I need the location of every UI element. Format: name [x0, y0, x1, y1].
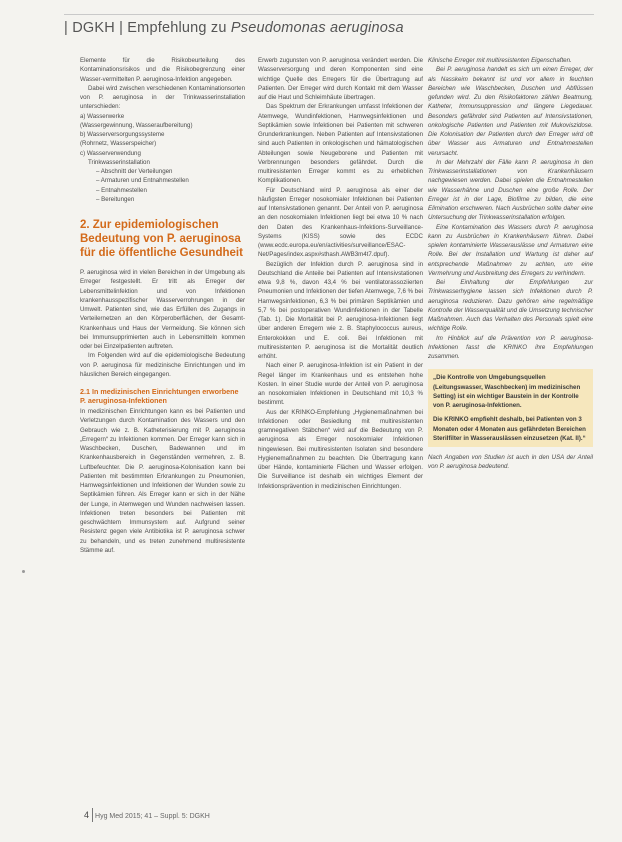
paragraph: Das Spektrum der Erkrankungen umfasst Infektionen der Atemwege, Wundinfektionen, Harnwegsinfektionen und Septikämien sowie Infektionen bei Patienten mit schweren Grunderkrankungen. Neben Patienten auf Intensivstationen sind auch Patienten in onkologischen und hämatologischen Abteilungen sowie Neugeborene und Patienten mit Verbrennungen besonders gefährdet. Durch die multiresistenten Erreger kommt es zu erheblichen Komplikationen. — [258, 103, 423, 185]
paragraph: Aus der KRINKO-Empfehlung „Hygienemaßnahmen bei Infektionen oder Besiedlung mit multiresistenten gramnegativen Stäbchen“ wird auf die Bedeutung von P. aeruginosa als Erreger nosokomialer Infektionen hingewiesen. Bei multiresistenten Isolaten sind besondere Hygienemaßnahmen zu beachten. Die Übertragung kann über Hände, kontaminierte Flächen und Wasser erfolgen. Die Surveillance ist deshalb ein wichtiges Element der Infektionsprävention in medizinischen Einrichtungen. — [258, 408, 423, 490]
paragraph: Im Hinblick auf die Prävention von P. aeruginosa-Infektionen fasst die KRINKO ihre Empfehlungen zusammen. — [428, 334, 593, 360]
paragraph: Bezüglich der Infektion durch P. aeruginosa sind in Deutschland die Anteile bei Patienten auf Intensivstationen etwa 9,8 %, davon 43,4 % bei ventilatorassoziierten Pneumonien und Infektionen der tiefen Atemwege, 7,6 % bei Harnwegsinfektionen, 6,3 % bei primären Septikämien und 5,7 % bei postoperativen Wundinfektionen in der Tabelle (Tab. 1). Die Mortalität bei P. aeruginosa-Infektionen liegt über anderen Erregern wie z. B. Staphylococcus aureus, Enterokokken und E. coli. Bei Infektionen mit multiresistenten P. aeruginosa ist die Mortalität deutlich erhöht. — [258, 260, 423, 360]
paragraph: Bei Einhaltung der Empfehlungen zur Trinkwasserhygiene lassen sich Infektionen durch P. aeruginosa reduzieren. Dazu gehören eine regelmäßige Kontrolle der Wasserqualität und die Umsetzung technischer Maßnahmen. Auch das Verhalten des Personals spielt eine wichtige Rolle. — [428, 279, 593, 333]
list-item: – Bereitungen — [96, 195, 135, 203]
contamination-list — [80, 112, 245, 205]
column-2 — [258, 56, 423, 491]
running-header — [64, 20, 604, 36]
page-number: 4 — [84, 810, 90, 820]
column-1 — [80, 56, 245, 555]
paragraph: In der Mehrzahl der Fälle kann P. aeruginosa in den Trinkwasserinstallationen von Krankenhäusern nachgewiesen werden. Dabei spielen die Entnahmestellen wie Wasserhähne und Duschen eine große Rolle. Der Erreger ist in der Lage, Biofilme zu bilden, die eine Elimination erschweren. Nach Ausbrüchen sollte daher eine Untersuchung der Trinkwasserinstallation erfolgen. — [428, 158, 593, 222]
paragraph: Nach Angaben von Studien ist auch in den USA der Anteil von P. aeruginosa bedeutend. — [428, 454, 593, 471]
list-item: – Armaturen und Entnahmestellen — [96, 177, 189, 185]
journal-citation: Hyg Med 2015; 41 – Suppl. 5: DGKH — [95, 813, 210, 820]
subsection-heading: 2.1 In medizinischen Einrichtungen erworbene P. aeruginosa-Infektionen — [80, 387, 239, 405]
list-item: a) Wasserwerke — [80, 112, 125, 120]
margin-mark — [22, 570, 25, 573]
list-item: c) Wasserverwendung — [80, 149, 141, 157]
list-item: (Rohrnetz, Wasserspeicher) — [80, 140, 157, 148]
list-item: Trinkwasserinstallation — [88, 158, 150, 166]
list-item: (Wassergewinnung, Wasseraufbereitung) — [80, 121, 193, 129]
list-item: b) Wasserversorgungssysteme — [80, 131, 165, 138]
box-paragraph: Die KRINKO empfiehlt deshalb, bei Patienten von 3 Monaten oder 4 Monaten aus gefährdeten Bereichen Sterilfilter in Wasserauslässen einzusetzen (Kat. II).“ — [433, 416, 586, 442]
list-item: – Entnahmestellen — [96, 186, 147, 194]
paragraph: Nach einer P. aeruginosa-Infektion ist ein Patient in der Regel länger im Krankenhaus und es entstehen hohe Kosten. In einer Studie wurde der Anteil von P. aeruginosa an nosokomialen Infektionen in Deutschland mit 10,3 % bestimmt. — [258, 362, 423, 407]
box-paragraph: „Die Kontrolle von Umgebungsquellen (Leitungswasser, Waschbecken) im medizinischen Setting) ist ein wichtiger Baustein in der Kontrolle von P. aeruginosa-Infektionen. — [433, 374, 581, 409]
header-rule — [64, 14, 594, 15]
paragraph: In medizinischen Einrichtungen kann es bei Patienten und Verletzungen durch Kontamination des Wassers und den Gebrauch wie z. B. Katheterisierung mit P. aeruginosa „Erregern“ zu Infektionen kommen. Der Erreger kann sich in Waschbecken, Duschen, Badewannen und im Krankenhausbereich in Gegenständen vermehren, z. B. Luftbefeuchter. Die P. aeruginosa-Kolonisation kann bei Patienten mit bestimmten Erkrankungen zu Pneumonien, Harnwegsinfektionen und Infektionen der Wunden sowie zu Septikämien führen. Als Erreger kann er sich in der Nähe der Lunge, in Atemwegen und Wunden nachweisen lassen. Infektionen treten besonders bei Patienten mit geschwächtem Immunsystem auf. Aufgrund seiner Resistenz gegen viele Antibiotika ist P. aeruginosa schwer zu behandeln, und es treten zunehmend multiresistente Stämme auf. — [80, 408, 245, 554]
paragraph: Eine Kontamination des Wassers durch P. aeruginosa kann zu Ausbrüchen in Krankenhäusern führen. Dabei spielen kontaminierte Wasserauslässe und Armaturen eine Rolle. Bei der Installation und Wartung ist daher auf entsprechende Maßnahmen zu achten, um eine Vermehrung und Ausbreitung des Erregers zu verhindern. — [428, 223, 593, 277]
column-3 — [428, 56, 593, 472]
paragraph: Für Deutschland wird P. aeruginosa als einer der häufigsten Erreger nosokomialer Infektionen bei Patienten auf Intensivstationen genannt. Der Anteil von P. aeruginosa an den nosokomialen Infektionen liegt bei etwa 10 % nach den Daten des Krankenhaus-Infektions-Surveillance-Systems (KISS) sowie des ECDC (www.ecdc.europa.eu/en/activities/surveillance/ESAC-Net/Pages/index.aspx#sthash.AWB3m4t7.dpuf). — [258, 186, 423, 259]
paragraph: Klinische Erreger mit multiresistenten Eigenschaften. — [428, 57, 572, 64]
paragraph: Bei P. aeruginosa handelt es sich um einen Erreger, der als Nasskeim bekannt ist und vor allem in feuchten Bereichen wie Waschbecken, Duschen und Abflüssen gefunden wird. Zu den Risikofaktoren zählen Beatmung, Katheter, Immunsuppression und längere Liegedauer. Besonders gefährdet sind Patienten auf Intensivstationen, onkologische Patienten und Patienten mit Mukoviszidose. Die Kolonisation der Patienten durch den Erreger wird oft über Wasser aus Armaturen und Entnahmestellen verursacht. — [428, 66, 593, 157]
paragraph: Im Folgenden wird auf die epidemiologische Bedeutung von P. aeruginosa für medizinische Einrichtungen und im häuslichen Bereich eingegangen. — [80, 352, 245, 378]
list-item: – Abschnitt der Verteilungen — [96, 168, 173, 175]
paragraph: Dabei wird zwischen verschiedenen Kontaminationsorten von P. aeruginosa in der Trinkwasserinstallation unterschieden: — [80, 84, 245, 111]
section-heading: 2. Zur epidemiologischen Bedeutung von P. aeruginosa für die öffentliche Gesundheit — [80, 219, 243, 259]
recommendation-box — [428, 369, 593, 447]
paragraph: P. aeruginosa wird in vielen Bereichen in der Umgebung als Erreger festgestellt. Er tritt als Erreger der Lebensmittelinfektion und von Infektionen krankenhausspezifischer Wasserverrohrungen in der Umwelt. Patienten sind, wie das Erfüllen des Zugangs in Verteilernetzen an den Körperoberflächen, der Gesamt-Krankenhaus und Haus der Vermeidung. Sie können sich bei Immunsupprimierten auch in Lebensmitteln kommen oder bei Einzelpatienten auftreten. — [80, 269, 245, 350]
page-footer — [84, 810, 210, 820]
header-prefix: | DGKH | Empfehlung zu — [64, 20, 231, 36]
header-species: Pseudomonas aeruginosa — [230, 20, 404, 36]
paragraph: Elemente für die Risikobeurteilung des Kontaminationsrisikos und die Risikobegrenzung einer Wasser-vermittelten P. aeruginosa-Infektion angegeben. — [80, 57, 245, 83]
paragraph: Erwerb zugunsten von P. aeruginosa verändert werden. Die Wasserversorgung und deren Komponenten sind eine wichtige Quelle des Erregers für die Übertragung auf Patienten. Der Erreger wird durch Kontakt mit dem Wasser auf die Haut und Schleimhäute übertragen. — [258, 57, 423, 101]
